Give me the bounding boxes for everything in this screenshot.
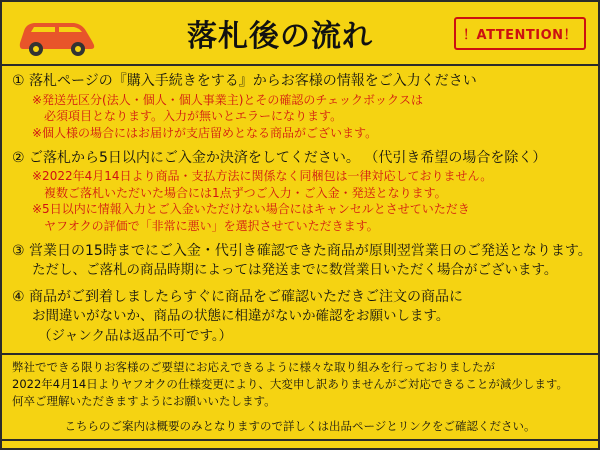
footer-divider-bottom (2, 439, 598, 441)
section-line: （ジャンク品は返品不可です。） (38, 327, 233, 344)
footer-line: 何卒ご理解いただきますようにお願いいたします。 (12, 394, 276, 409)
section-line: 必須項目となります。入力が無いとエラーになります。 (44, 109, 343, 124)
section-line: 商品がご到着しましたらすぐに商品をご確認いただきご注文の商品に (29, 288, 464, 305)
section-line: ただし、ご落札の商品時期によっては発送までに数営業日いただく場合がございます。 (32, 262, 558, 279)
section-line: ※5日以内に情報入力とご入金いただけない場合にはキャンセルとさせていただき (32, 202, 470, 217)
attention-badge: ！ATTENTION！ (454, 17, 586, 50)
section-line: ※個人様の場合にはお届けが支店留めとなる商品がございます。 (32, 125, 378, 140)
footer-line: 弊社でできる限りお客様のご要望にお応えできるように様々な取り組みを行っておりましたが (12, 359, 495, 374)
section-line: 複数ご落札いただいた場合には1点ずつご入力・ご入金・発送となります。 (44, 185, 447, 200)
footer-note: こちらのご案内は概要のみとなりますので詳しくは出品ページとリンクをご確認ください。 (64, 418, 536, 433)
page-title: 落札後の流れ (187, 19, 373, 54)
section-line: ※2022年4月14日より商品・支払方法に関係なく同梱包は一律対応しておりません。 (32, 169, 493, 184)
car-icon (14, 11, 100, 59)
section-line: ヤフオクの評価で「非常に悪い」を選択させていただきます。 (44, 219, 379, 234)
section-number: ② (12, 149, 25, 166)
instruction-section (12, 149, 588, 235)
section-line: 落札ページの『購入手続きをする』からお客様の情報をご入力ください (29, 73, 477, 89)
section-number: ④ (12, 288, 25, 305)
instruction-section (12, 288, 588, 346)
footer-line: 2022年4月14日よりヤフオクの仕様変更により、大変申し訳ありませんがご対応できることが減少します。 (12, 377, 568, 392)
instructions-body (2, 66, 598, 346)
instruction-section (12, 242, 592, 281)
instruction-section (12, 72, 588, 142)
section-line: ご落札から5日以内にご入金か決済をしてください。 （代引き希望の場合を除く） (29, 149, 547, 166)
footer (2, 355, 598, 434)
section-number: ③ (12, 242, 25, 259)
section-number: ① (12, 73, 25, 89)
header (2, 2, 598, 64)
section-line: ※発送先区分(法人・個人・個人事業主)とその確認のチェックボックスは (32, 92, 423, 107)
section-line: お間違いがないか、商品の状態に相違がないか確認をお願いします。 (32, 308, 450, 325)
section-line: 営業日の15時までにご入金・代引き確認できた商品が原則翌営業日のご発送となります。 (29, 242, 592, 259)
